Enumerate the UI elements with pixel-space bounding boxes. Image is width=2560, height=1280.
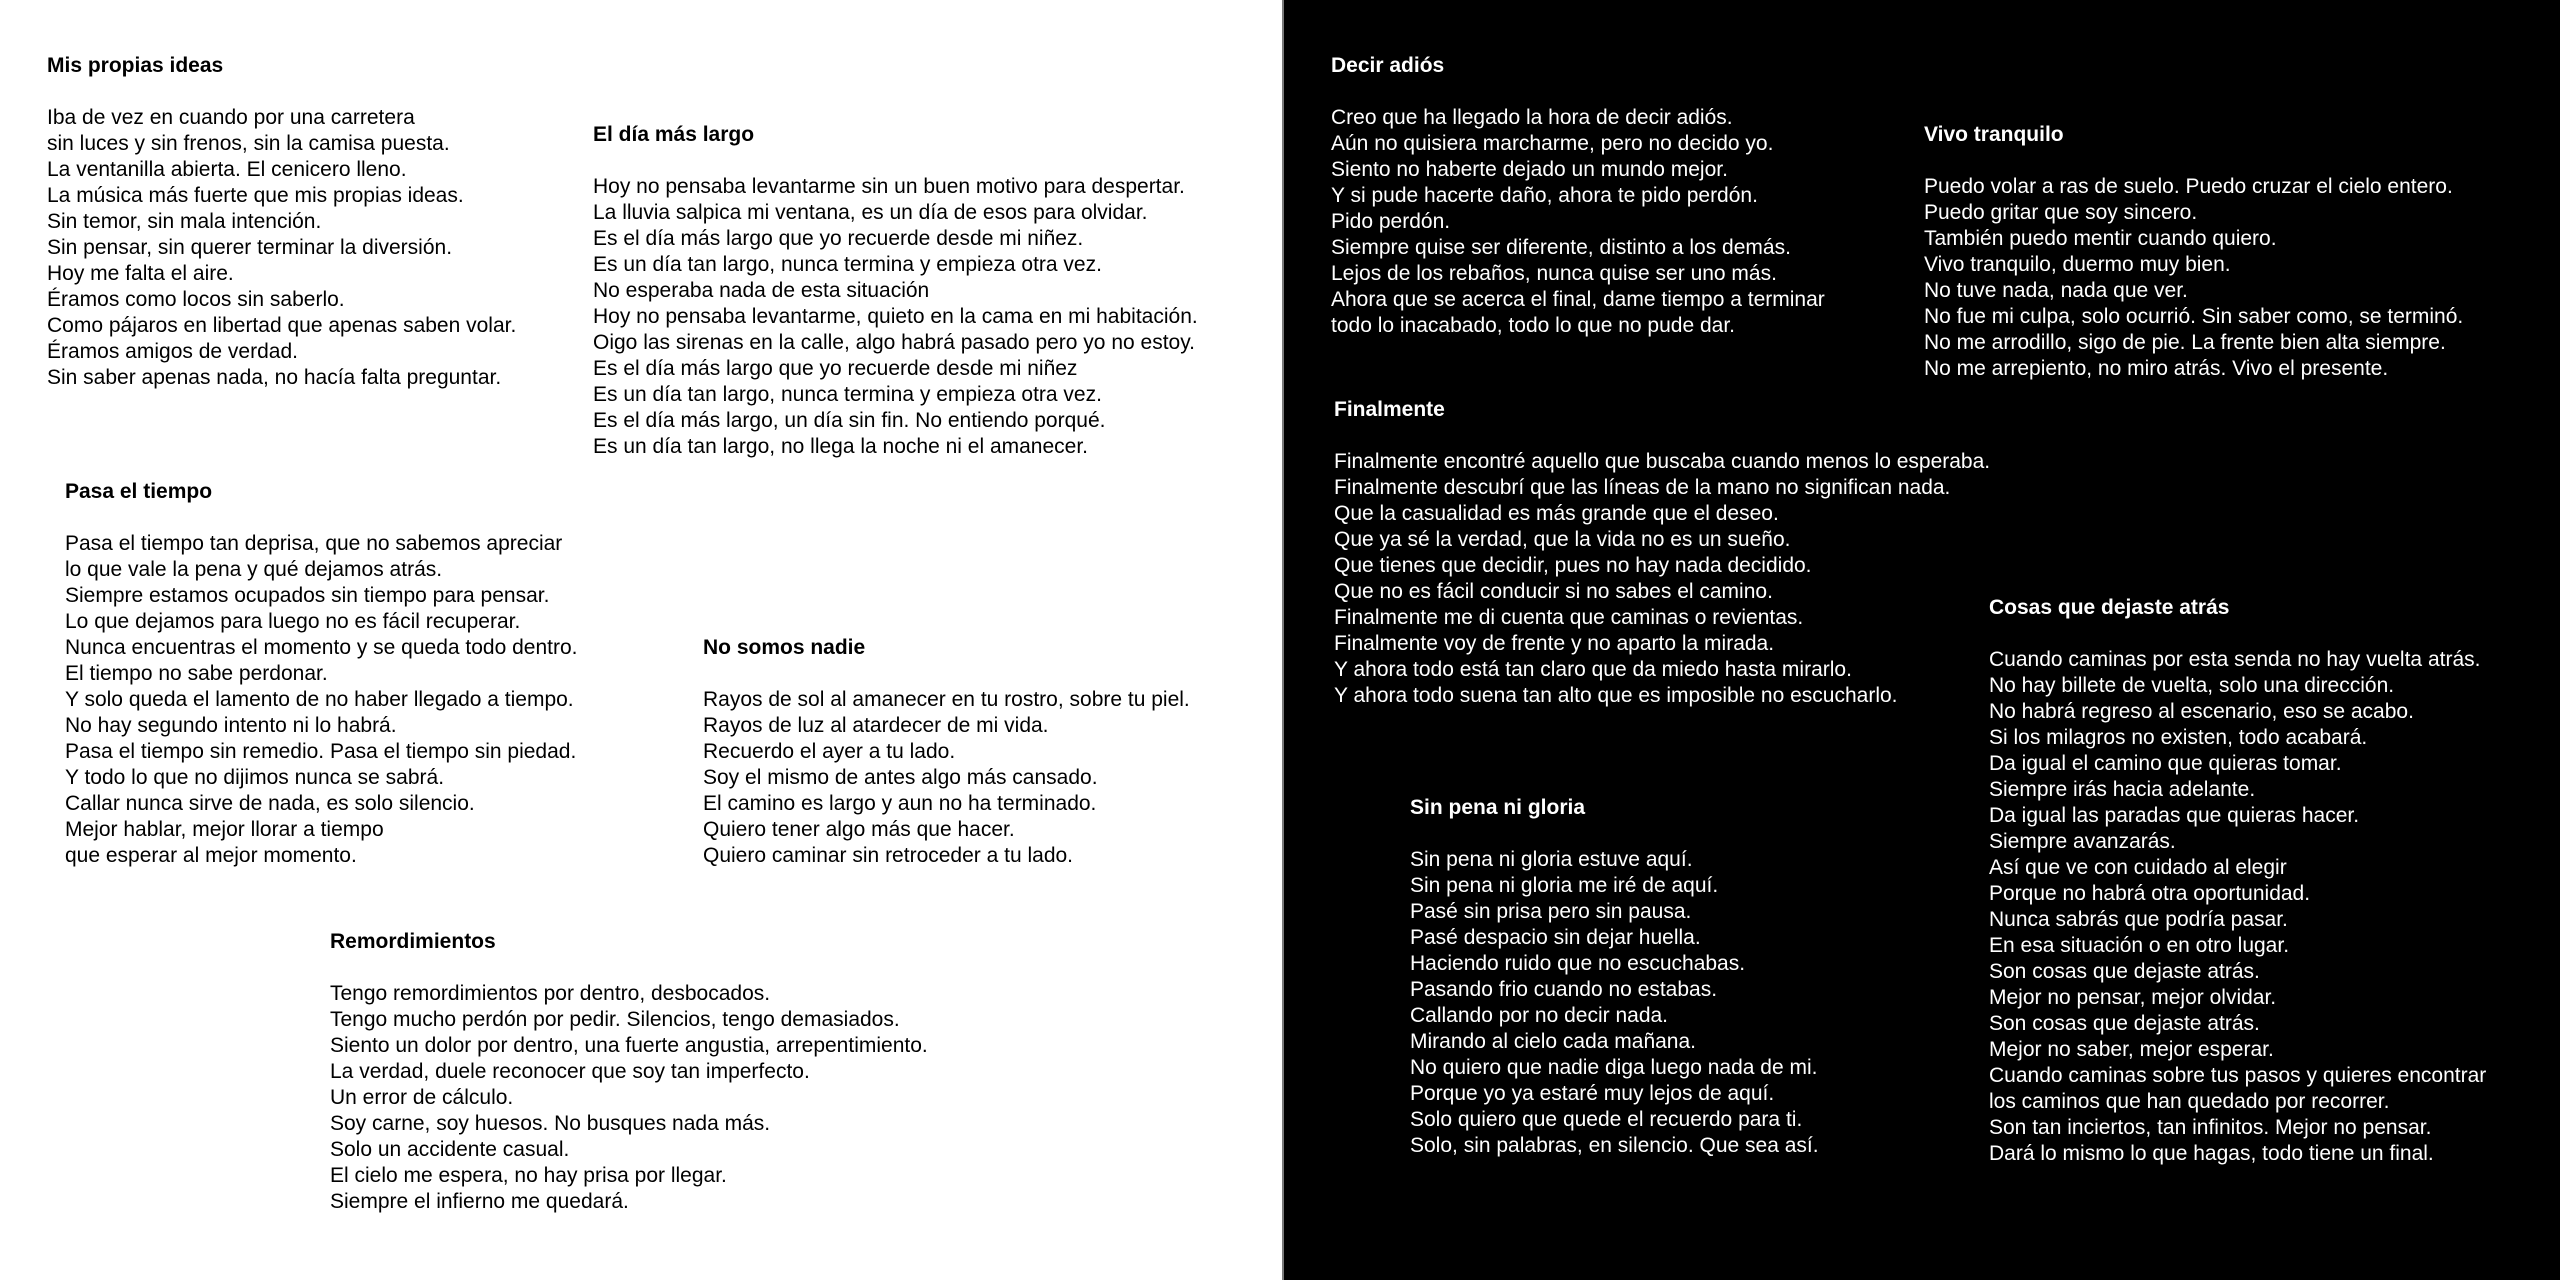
poem-lines (1334, 449, 1990, 709)
poem-line: No habrá regreso al escenario, eso se acabo. (1989, 700, 2414, 723)
poem-line: Finalmente me di cuenta que caminas o revientas. (1334, 606, 1804, 629)
poem-line: La verdad, duele reconocer que soy tan imperfecto. (330, 1060, 810, 1083)
poem-line: Sin saber apenas nada, no hacía falta preguntar. (47, 366, 502, 389)
poem-title: Remordimientos (330, 930, 496, 953)
poem-line: Que ya sé la verdad, que la vida no es un sueño. (1334, 528, 1791, 551)
poem-lines (1924, 174, 2463, 382)
poem-line: Pasa el tiempo tan deprisa, que no sabemos apreciar (65, 532, 563, 555)
poem-line: Siento un dolor por dentro, una fuerte angustia, arrepentimiento. (330, 1034, 928, 1057)
poem-cosas-que-dejaste-atras (1989, 595, 2486, 1167)
poem-line: Pasé sin prisa pero sin pausa. (1410, 900, 1692, 923)
poem-line: Soy carne, soy huesos. No busques nada más. (330, 1112, 771, 1135)
poem-title: Mis propias ideas (47, 54, 224, 77)
poem-line: Siempre irás hacia adelante. (1989, 778, 2256, 801)
poem-line: Callar nunca sirve de nada, es solo silencio. (65, 792, 475, 815)
poem-line: Sin pena ni gloria estuve aquí. (1410, 848, 1693, 871)
poem-line: Cuando caminas sobre tus pasos y quieres encontrar (1989, 1064, 2487, 1087)
poem-line: Si los milagros no existen, todo acabará. (1989, 726, 2368, 749)
poem-line: Pasa el tiempo sin remedio. Pasa el tiempo sin piedad. (65, 740, 577, 763)
poem-line: Éramos como locos sin saberlo. (47, 288, 345, 311)
poem-mis-propias-ideas (47, 53, 516, 391)
poem-line: Siempre estamos ocupados sin tiempo para pensar. (65, 584, 550, 607)
poem-line: Rayos de luz al atardecer de mi vida. (703, 714, 1049, 737)
poem-lines (703, 687, 1190, 869)
poem-line: todo lo inacabado, todo lo que no pude dar. (1331, 314, 1736, 337)
poem-line: Y todo lo que no dijimos nunca se sabrá. (65, 766, 445, 789)
poem-line: Mejor no pensar, mejor olvidar. (1989, 986, 2277, 1009)
poem-lines (65, 531, 578, 869)
poem-line: Quiero caminar sin retroceder a tu lado. (703, 844, 1074, 867)
poem-line: Y ahora todo suena tan alto que es imposible no escucharlo. (1334, 684, 1898, 707)
poem-line: Éramos amigos de verdad. (47, 340, 298, 363)
poem-line: Quiero tener algo más que hacer. (703, 818, 1015, 841)
poem-line: No me arrodillo, sigo de pie. La frente bien alta siempre. (1924, 331, 2446, 354)
poem-line: Vivo tranquilo, duermo muy bien. (1924, 253, 2231, 276)
poem-title: Finalmente (1334, 398, 1445, 421)
poem-lines (1989, 647, 2486, 1167)
poem-line: Que la casualidad es más grande que el deseo. (1334, 502, 1779, 525)
poem-line: Iba de vez en cuando por una carretera (47, 106, 415, 129)
poem-line: Son tan inciertos, tan infinitos. Mejor no pensar. (1989, 1116, 2432, 1139)
poem-line: Tengo remordimientos por dentro, desbocados. (330, 982, 771, 1005)
poem-title: No somos nadie (703, 636, 866, 659)
poem-line: Mejor no saber, mejor esperar. (1989, 1038, 2274, 1061)
poem-line: Hoy no pensaba levantarme sin un buen motivo para despertar. (593, 175, 1185, 198)
poem-line: Y ahora todo está tan claro que da miedo hasta mirarlo. (1334, 658, 1852, 681)
poem-line: Hoy me falta el aire. (47, 262, 234, 285)
poem-line: No esperaba nada de esta situación (593, 279, 930, 302)
poem-line: No tuve nada, nada que ver. (1924, 279, 2188, 302)
poem-line: Solo un accidente casual. (330, 1138, 570, 1161)
poem-line: Siempre quise ser diferente, distinto a los demás. (1331, 236, 1791, 259)
poem-line: Que no es fácil conducir si no sabes el camino. (1334, 580, 1773, 603)
poem-line: Hoy no pensaba levantarme, quieto en la cama en mi habitación. (593, 305, 1198, 328)
poem-line: Son cosas que dejaste atrás. (1989, 1012, 2260, 1035)
poem-line: Creo que ha llegado la hora de decir adiós. (1331, 106, 1733, 129)
poem-line: Nunca encuentras el momento y se queda todo dentro. (65, 636, 578, 659)
poem-line: Callando por no decir nada. (1410, 1004, 1669, 1027)
poem-vivo-tranquilo (1924, 122, 2463, 382)
poem-line: Siento no haberte dejado un mundo mejor. (1331, 158, 1728, 181)
poem-line: Siempre el infierno me quedará. (330, 1190, 629, 1213)
poem-line: Tengo mucho perdón por pedir. Silencios, tengo demasiados. (330, 1008, 900, 1031)
poem-lines (1410, 847, 1819, 1159)
poem-line: Siempre avanzarás. (1989, 830, 2176, 853)
poem-line: No hay segundo intento ni lo habrá. (65, 714, 397, 737)
poem-line: En esa situación o en otro lugar. (1989, 934, 2290, 957)
poem-line: Aún no quisiera marcharme, pero no decido yo. (1331, 132, 1774, 155)
poem-line: Nunca sabrás que podría pasar. (1989, 908, 2288, 931)
poem-line: Mirando al cielo cada mañana. (1410, 1030, 1697, 1053)
poem-line: No me arrepiento, no miro atrás. Vivo el presente. (1924, 357, 2389, 380)
right-page (1282, 0, 2560, 1280)
poem-line: Rayos de sol al amanecer en tu rostro, sobre tu piel. (703, 688, 1190, 711)
poem-line: No hay billete de vuelta, solo una dirección. (1989, 674, 2395, 697)
poem-line: Pasé despacio sin dejar huella. (1410, 926, 1701, 949)
poem-line: Pido perdón. (1331, 210, 1451, 233)
poem-line: Que tienes que decidir, pues no hay nada decidido. (1334, 554, 1812, 577)
poem-line: Finalmente descubrí que las líneas de la mano no significan nada. (1334, 476, 1951, 499)
poem-line: No quiero que nadie diga luego nada de mi. (1410, 1056, 1818, 1079)
poem-line: Solo quiero que quede el recuerdo para ti. (1410, 1108, 1803, 1131)
poem-line: El tiempo no sabe perdonar. (65, 662, 328, 685)
poem-line: La música más fuerte que mis propias ideas. (47, 184, 464, 207)
poem-sin-pena-ni-gloria (1410, 795, 1819, 1159)
poem-line: Soy el mismo de antes algo más cansado. (703, 766, 1098, 789)
poem-line: Cuando caminas por esta senda no hay vuelta atrás. (1989, 648, 2481, 671)
poem-line: que esperar al mejor momento. (65, 844, 357, 867)
poem-line: Sin pena ni gloria me iré de aquí. (1410, 874, 1719, 897)
poem-line: Solo, sin palabras, en silencio. Que sea así. (1410, 1134, 1819, 1157)
poem-line: Un error de cálculo. (330, 1086, 514, 1109)
poem-line: Como pájaros en libertad que apenas saben volar. (47, 314, 517, 337)
poem-finalmente (1334, 397, 1990, 709)
poem-line: Puedo volar a ras de suelo. Puedo cruzar el cielo entero. (1924, 175, 2453, 198)
poem-title: Vivo tranquilo (1924, 123, 2064, 146)
poem-lines (593, 174, 1198, 460)
poem-line: los caminos que han quedado por recorrer. (1989, 1090, 2390, 1113)
poem-title: El día más largo (593, 123, 755, 146)
poem-el-dia-mas-largo (593, 122, 1198, 460)
poem-title: Decir adiós (1331, 54, 1445, 77)
poem-line: Ahora que se acerca el final, dame tiempo a terminar (1331, 288, 1825, 311)
poem-lines (330, 981, 928, 1215)
poem-line: Y si pude hacerte daño, ahora te pido perdón. (1331, 184, 1758, 207)
poem-line: El camino es largo y aun no ha terminado. (703, 792, 1097, 815)
poem-line: No fue mi culpa, solo ocurrió. Sin saber como, se terminó. (1924, 305, 2464, 328)
poem-line: Da igual las paradas que quieras hacer. (1989, 804, 2360, 827)
poem-line: lo que vale la pena y qué dejamos atrás. (65, 558, 443, 581)
poem-line: Da igual el camino que quieras tomar. (1989, 752, 2342, 775)
poem-line: El cielo me espera, no hay prisa por llegar. (330, 1164, 727, 1187)
poem-title: Pasa el tiempo (65, 480, 213, 503)
poem-line: Haciendo ruido que no escuchabas. (1410, 952, 1746, 975)
poem-decir-adios (1331, 53, 1825, 339)
poem-no-somos-nadie (703, 635, 1190, 869)
poem-title: Sin pena ni gloria (1410, 796, 1586, 819)
poem-line: Es el día más largo que yo recuerde desde mi niñez. (593, 227, 1084, 250)
poem-line: Mejor hablar, mejor llorar a tiempo (65, 818, 384, 841)
poem-line: Puedo gritar que soy sincero. (1924, 201, 2198, 224)
poem-line: La ventanilla abierta. El cenicero lleno. (47, 158, 407, 181)
poem-line: Es el día más largo, un día sin fin. No entiendo porqué. (593, 409, 1106, 432)
poem-line: Finalmente voy de frente y no aparto la mirada. (1334, 632, 1775, 655)
poem-line: Porque no habrá otra oportunidad. (1989, 882, 2311, 905)
poem-line: Lejos de los rebaños, nunca quise ser uno más. (1331, 262, 1777, 285)
poem-lines (47, 105, 516, 391)
poem-line: Sin temor, sin mala intención. (47, 210, 322, 233)
poem-line: Lo que dejamos para luego no es fácil recuperar. (65, 610, 521, 633)
poem-line: Sin pensar, sin querer terminar la diversión. (47, 236, 453, 259)
poem-line: La lluvia salpica mi ventana, es un día de esos para olvidar. (593, 201, 1148, 224)
poem-line: Así que ve con cuidado al elegir (1989, 856, 2287, 879)
poem-line: Es un día tan largo, no llega la noche ni el amanecer. (593, 435, 1088, 458)
poem-remordimientos (330, 929, 928, 1215)
poem-line: sin luces y sin frenos, sin la camisa puesta. (47, 132, 450, 155)
poem-line: Dará lo mismo lo que hagas, todo tiene un final. (1989, 1142, 2434, 1165)
poem-line: Es un día tan largo, nunca termina y empieza otra vez. (593, 383, 1102, 406)
poem-lines (1331, 105, 1825, 339)
poem-line: Oigo las sirenas en la calle, algo habrá pasado pero yo no estoy. (593, 331, 1195, 354)
poem-title: Cosas que dejaste atrás (1989, 596, 2230, 619)
poem-line: Finalmente encontré aquello que buscaba cuando menos lo esperaba. (1334, 450, 1991, 473)
poem-line: Recuerdo el ayer a tu lado. (703, 740, 956, 763)
poem-line: Y solo queda el lamento de no haber llegado a tiempo. (65, 688, 574, 711)
poem-line: Pasando frio cuando no estabas. (1410, 978, 1718, 1001)
poem-line: Es un día tan largo, nunca termina y empieza otra vez. (593, 253, 1102, 276)
poem-line: Es el día más largo que yo recuerde desde mi niñez (593, 357, 1078, 380)
poem-pasa-el-tiempo (65, 479, 578, 869)
poem-line: Porque yo ya estaré muy lejos de aquí. (1410, 1082, 1775, 1105)
poem-line: También puedo mentir cuando quiero. (1924, 227, 2277, 250)
poem-line: Son cosas que dejaste atrás. (1989, 960, 2260, 983)
